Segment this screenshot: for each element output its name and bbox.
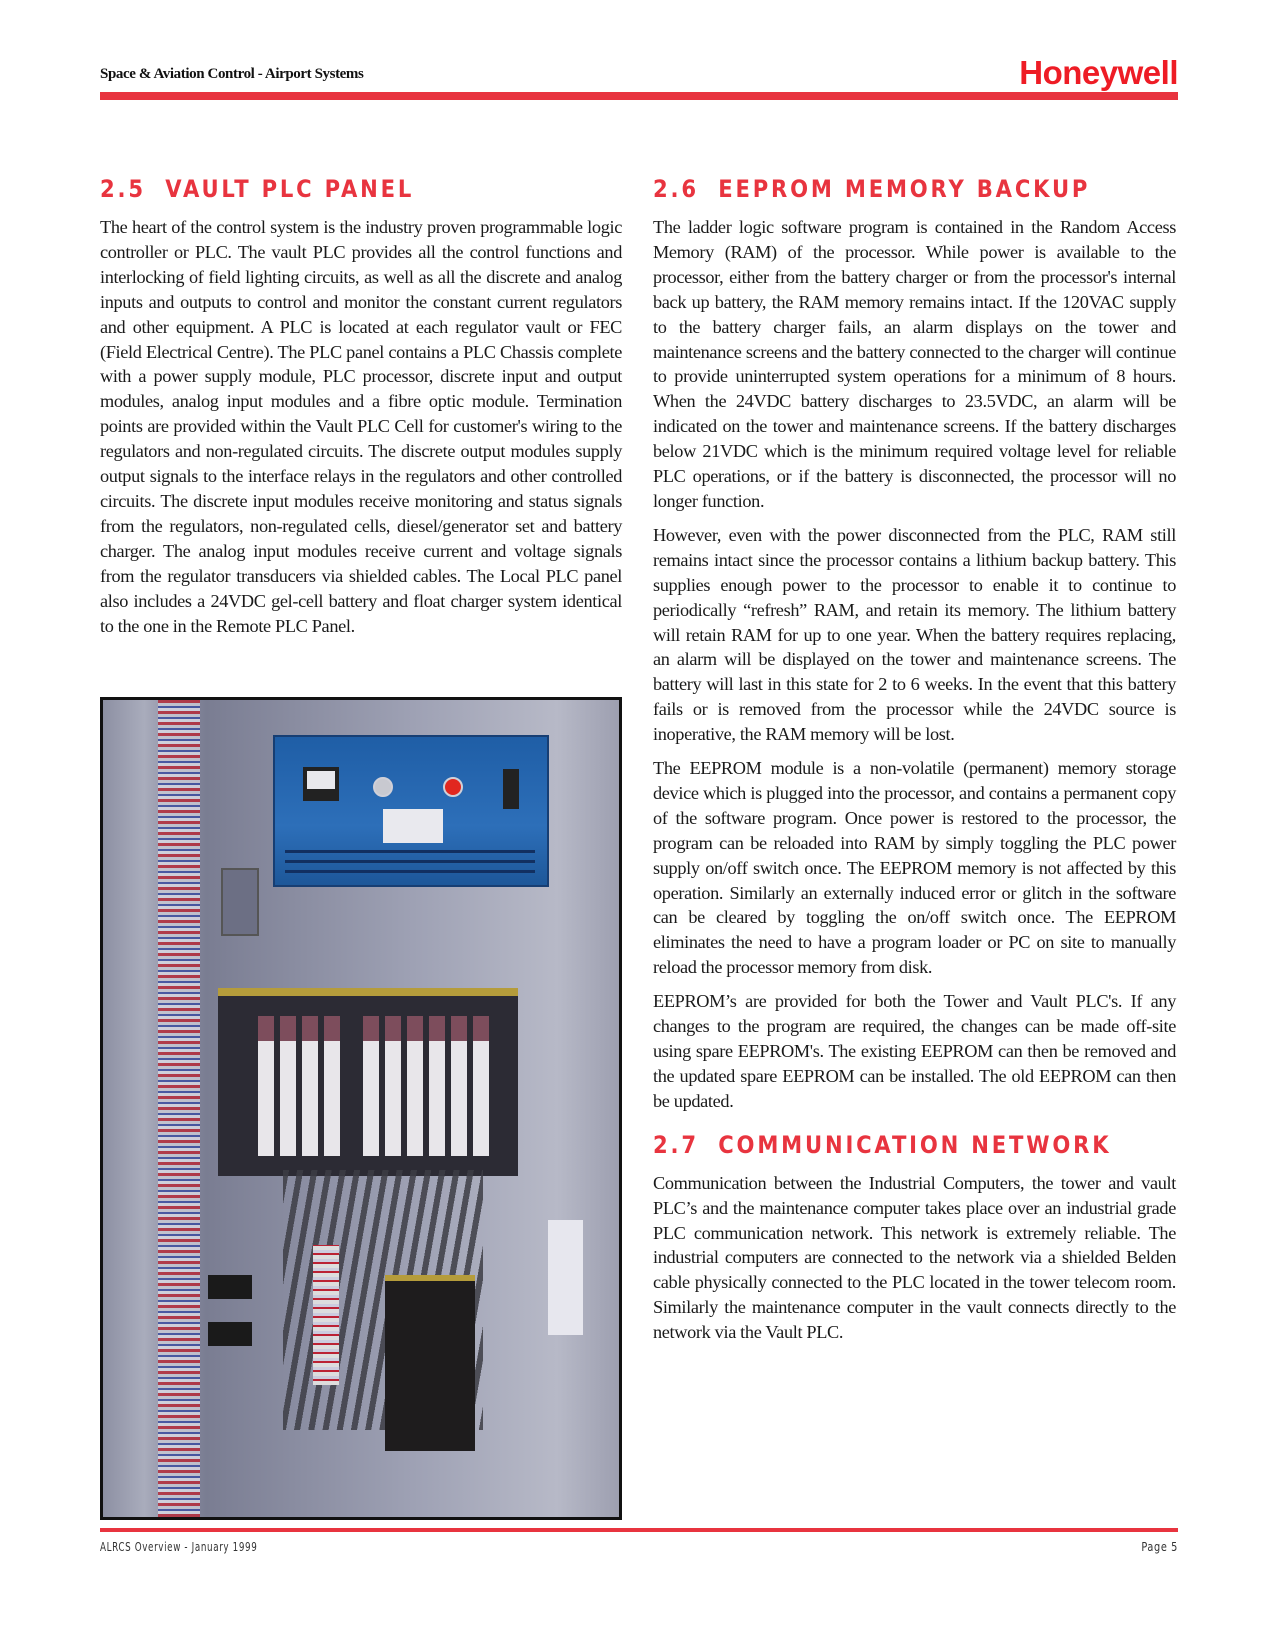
section-number: 2.5 <box>100 175 146 203</box>
power-switch-icon <box>503 769 519 809</box>
terminal-block <box>313 1245 339 1385</box>
page-number: Page 5 <box>1141 1539 1178 1554</box>
io-module <box>363 1016 379 1156</box>
wiring-harness <box>158 700 200 1517</box>
power-module <box>385 1275 475 1451</box>
plc-chassis <box>218 988 518 1176</box>
enclosure-box <box>548 1220 583 1335</box>
vents <box>285 843 535 873</box>
io-module <box>451 1016 467 1156</box>
io-module <box>385 1016 401 1156</box>
section-heading-2-6 <box>653 172 1113 206</box>
vault-plc-panel-photo <box>100 697 622 1520</box>
label-plate <box>383 809 443 843</box>
section-title: EEPROM MEMORY BACKUP <box>718 175 1091 203</box>
relay <box>208 1275 252 1299</box>
io-module <box>473 1016 489 1156</box>
io-module <box>324 1016 340 1156</box>
right-column <box>653 172 1176 1354</box>
section-title: VAULT PLC PANEL <box>165 175 415 203</box>
footer-document-title: ALRCS Overview - January 1999 <box>100 1539 258 1554</box>
paragraph: Communication between the Industrial Computers, the tower and vault PLC’s and the maintenance computer takes place over an industrial grade PLC communication network. This network is extremely reliable. The industrial computers are connected to the network via a shielded Belden cable physically connected to the PLC located in the tower telecom room. Similarly the maintenance computer in the vault connects directly to the network via the Vault PLC. <box>653 1172 1176 1343</box>
section-heading-2-7 <box>653 1128 1113 1162</box>
io-module <box>280 1016 296 1156</box>
section-number: 2.6 <box>653 175 699 203</box>
paragraph: The EEPROM module is a non-volatile (permanent) memory storage device which is plugged into the processor, and contains a permanent copy of the software program. Once power is restored to the processor, the program can be reloaded into RAM by simply toggling the PLC power supply on/off switch once. The EEPROM memory is not affected by this operation. Similarly an externally induced error or glitch in the software can be cleared by toggling the on/off switch once. The EEPROM eliminates the need to have a program loader or PC on site to manually reload the processor memory from disk. <box>653 758 1176 978</box>
relay <box>208 1322 252 1346</box>
power-outlet <box>221 868 259 936</box>
paragraph: However, even with the power disconnected from the PLC, RAM still remains intact since the processor contains a lithium backup battery. This supplies enough power to the processor to enable it to continue to periodically “refresh” RAM, and retain its memory. The lithium battery will retain RAM for up to one year. When the battery requires replacing, an alarm will be displayed on the tower and maintenance screens. The battery will last in this state for 2 to 6 weeks. In the event that this battery fails or is removed from the processor while the 24VDC source is inoperative, the RAM memory will be lost. <box>653 524 1176 745</box>
photo-content <box>103 700 619 1517</box>
alarm-light-icon <box>443 777 463 797</box>
footer-rule <box>100 1528 1178 1532</box>
battery-charger <box>273 735 549 887</box>
honeywell-logo: Honeywell <box>1019 54 1178 91</box>
io-module <box>407 1016 423 1156</box>
section-heading-2-5 <box>100 172 559 206</box>
section-title: COMMUNICATION NETWORK <box>718 1130 1112 1159</box>
left-column <box>100 172 622 647</box>
io-module <box>302 1016 318 1156</box>
header-rule <box>100 92 1178 100</box>
paragraph: The ladder logic software program is contained in the Random Access Memory (RAM) of the processor. While power is available to the processor, either from the battery charger or from the processor's internal back up battery, the RAM memory remains intact. If the 120VAC supply to the battery charger fails, an alarm displays on the tower and maintenance screens and the battery connected to the charger will continue to provide uninterrupted system operations for a minimum of 8 hours. When the 24VDC battery discharges to 23.5VDC, an alarm will be indicated on the tower and maintenance screens. If the battery discharges below 21VDC which is the minimum required voltage level for reliable PLC operations, or if the battery is disconnected, the processor will no longer function. <box>653 217 1176 511</box>
header-title: Space & Aviation Control - Airport Systems <box>100 66 364 82</box>
indicator-light-icon <box>373 777 393 797</box>
io-module <box>429 1016 445 1156</box>
section-number: 2.7 <box>653 1130 699 1159</box>
io-module <box>258 1016 274 1156</box>
paragraph: EEPROM’s are provided for both the Tower and Vault PLC's. If any changes to the program are required, the changes can be made off-site using spare EEPROM's. The existing EEPROM can then be removed and the updated spare EEPROM can be installed. The old EEPROM can then be updated. <box>653 991 1176 1111</box>
paragraph: The heart of the control system is the industry proven programmable logic controller or PLC. The vault PLC provides all the control functions and interlocking of field lighting circuits, as well as all the discrete and analog inputs and outputs to control and monitor the constant current regulators and other equipment. A PLC is located at each regulator vault or FEC (Field Electrical Centre). The PLC panel contains a PLC Chassis complete with a power supply module, PLC processor, discrete input and output modules, analog input modules and a fibre optic module. Termination points are provided within the Vault PLC Cell for customer's wiring to the regulators and non-regulated circuits. The discrete output modules supply output signals to the interface relays in the regulators and other controlled circuits. The discrete input modules receive monitoring and status signals from the regulators, non-regulated cells, diesel/generator set and battery charger. The analog input modules receive current and voltage signals from the regulator transducers via shielded cables. The Local PLC panel also includes a 24VDC gel-cell battery and float charger system identical to the one in the Remote PLC Panel. <box>100 217 622 636</box>
meter-icon <box>303 767 339 801</box>
